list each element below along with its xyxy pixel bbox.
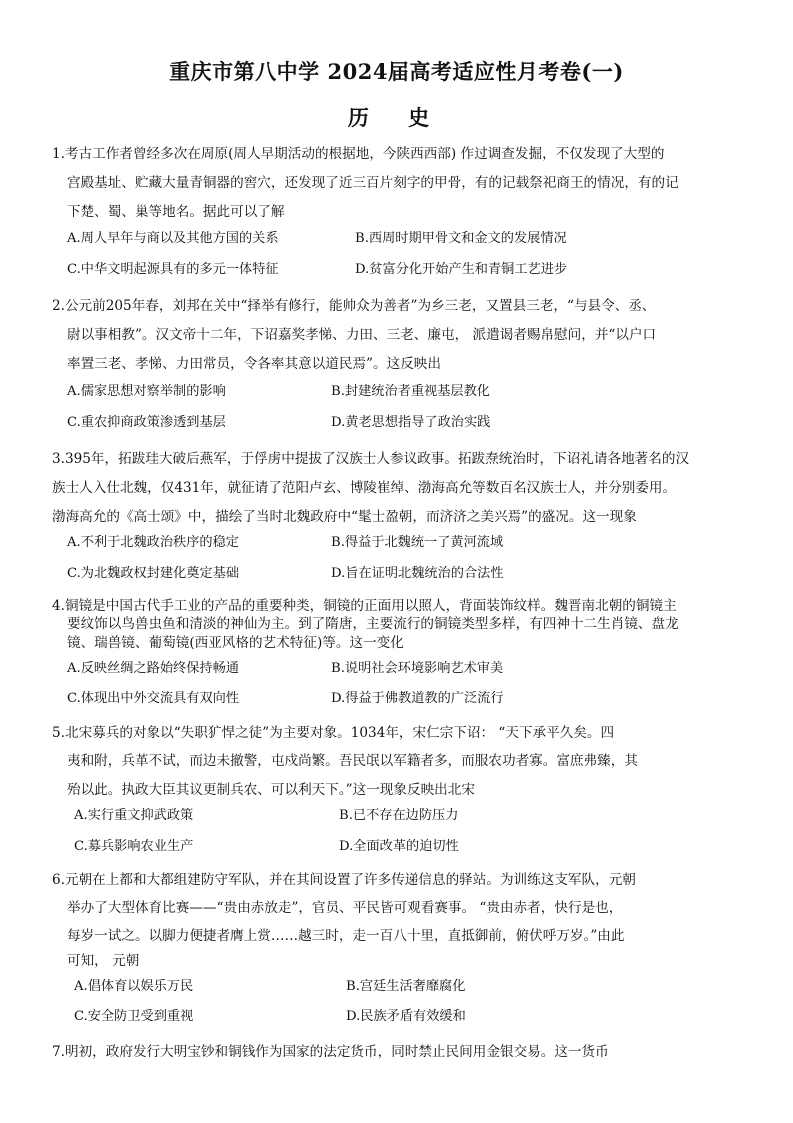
question-2-line-2: 尉以事相教”。汉文帝十二年，下诏嘉奖孝悌、力田、三老、廉屯， 派遣谒者赐帛慰问，并“以户口 [67, 327, 657, 343]
question-6-option-c[interactable]: C.安全防卫受到重视 [74, 1009, 194, 1024]
question-2-option-b[interactable]: B.封建统治者重视基层教化 [331, 384, 490, 399]
question-6-line-2: 举办了大型体育比赛——“贵由赤放走”，官员、平民皆可观看赛事。 “贵由赤者，快行是也， [67, 900, 623, 916]
question-6-option-a[interactable]: A.倡体育以娱乐万民 [74, 979, 194, 994]
question-6-option-d[interactable]: D.民族矛盾有效缓和 [346, 1009, 466, 1024]
question-1-option-b[interactable]: B.西周时期甲骨文和金文的发展情况 [355, 231, 567, 246]
question-1-option-d[interactable]: D.贫富分化开始产生和青铜工艺进步 [355, 262, 568, 277]
question-3-option-a[interactable]: A.不利于北魏政治秩序的稳定 [67, 535, 239, 550]
question-4-line-2: 要纹饰以鸟兽虫鱼和清淡的神仙为主。到了隋唐，主要流行的铜镜类型多样，有四神十二生肖镜、盘龙 [67, 616, 679, 632]
question-3-option-c[interactable]: C.为北魏政权封建化奠定基础 [67, 566, 240, 581]
question-4-line-3: 镜、瑞兽镜、葡萄镜(西亚风格的艺术特征)等。这一变化 [67, 635, 404, 651]
question-6-line-1: 6.元朝在上都和大都组建防守军队，并在其间设置了许多传递信息的驿站。为训练这支军队，元朝 [52, 872, 636, 888]
question-2-option-d[interactable]: D.黄老思想指导了政治实践 [331, 415, 491, 430]
question-1-line-2: 宫殿基址、贮藏大量青铜器的窖穴，还发现了近三百片刻字的甲骨，有的记载祭祀商王的情况，有的记 [67, 175, 679, 191]
question-3-option-d[interactable]: D.旨在证明北魏统治的合法性 [331, 566, 504, 581]
question-4-option-c[interactable]: C.体现出中外交流具有双向性 [67, 691, 240, 706]
question-1-line-1: 1.考古工作者曾经多次在周原(周人早期活动的根据地，今陕西西部) 作过调查发掘，不仅发现了大型的 [52, 146, 665, 162]
question-1-option-c[interactable]: C.中华文明起源具有的多元一体特征 [67, 262, 279, 277]
question-5-line-1: 5.北宋募兵的对象以“失职犷悍之徒”为主要对象。1034年，宋仁宗下诏： “天下承平久矣。四 [52, 725, 615, 741]
question-5-option-b[interactable]: B.已不存在边防压力 [339, 808, 459, 823]
question-4-option-d[interactable]: D.得益于佛教道教的广泛流行 [331, 691, 504, 706]
question-2-option-a[interactable]: A.儒家思想对察举制的影响 [67, 384, 226, 399]
question-3-option-b[interactable]: B.得益于北魏统一了黄河流域 [331, 535, 504, 550]
question-3-line-3: 渤海高允的《高士颂》中，描绘了当时北魏政府中“髦士盈朝，而济济之美兴焉”的盛况。这一现象 [52, 509, 637, 525]
question-3-line-2: 族士人入仕北魏，仅431年，就征请了范阳卢玄、博陵崔绰、渤海高允等数百名汉族士人，并分别委用。 [52, 480, 677, 496]
question-6-option-b[interactable]: B.宫廷生活奢靡腐化 [346, 979, 466, 994]
question-4-option-b[interactable]: B.说明社会环境影响艺术审美 [331, 661, 504, 676]
question-1-option-a[interactable]: A.周人早年与商以及其他方国的关系 [67, 231, 279, 246]
question-5-option-c[interactable]: C.募兵影响农业生产 [74, 839, 194, 854]
question-1-line-3: 下楚、蜀、巢等地名。据此可以了解 [67, 204, 285, 220]
question-7-line-1: 7.明初，政府发行大明宝钞和铜钱作为国家的法定货币，同时禁止民间用金银交易。这一货币 [52, 1044, 609, 1060]
question-2-line-3: 率置三老、孝悌、力田常员，令各率其意以道民焉”。这反映出 [67, 356, 441, 372]
question-6-line-4: 可知， 元朝 [67, 953, 140, 969]
subject-heading: 历 史 [347, 105, 446, 130]
exam-title: 重庆市第八中学 2024届高考适应性月考卷(一) [169, 59, 624, 84]
question-5-line-2: 夷和附，兵革不试，而边未撤警，屯戍尚繁。吾民氓以军籍者多，而服农功者寡。富庶弗臻，其 [67, 753, 638, 769]
question-3-line-1: 3.395年，拓跋珪大破后燕军，于俘虏中提拔了汉族士人参议政事。拓跋焘统治时，下诏礼请各地著名的汉 [52, 451, 690, 467]
question-2-line-1: 2.公元前205年春，刘邦在关中“择举有修行，能帅众为善者”为乡三老，又置县三老，“与县令、丞、 [52, 298, 656, 314]
question-5-option-a[interactable]: A.实行重文抑武政策 [74, 808, 194, 823]
question-5-option-d[interactable]: D.全面改革的迫切性 [339, 839, 459, 854]
question-2-option-c[interactable]: C.重农抑商政策渗透到基层 [67, 415, 226, 430]
question-5-line-3: 殆以此。执政大臣其议更制兵农、可以利天下。”这一现象反映出北宋 [67, 782, 475, 798]
question-4-line-1: 4.铜镜是中国古代手工业的产品的重要种类，铜镜的正面用以照人，背面装饰纹样。魏晋南北朝的铜镜主 [52, 598, 677, 614]
question-4-option-a[interactable]: A.反映丝绸之路始终保持畅通 [67, 661, 239, 676]
question-6-line-3: 每岁一试之。以脚力便捷者膺上赏……越三时，走一百八十里，直抵御前，俯伏呼万岁。”由此 [67, 928, 625, 944]
